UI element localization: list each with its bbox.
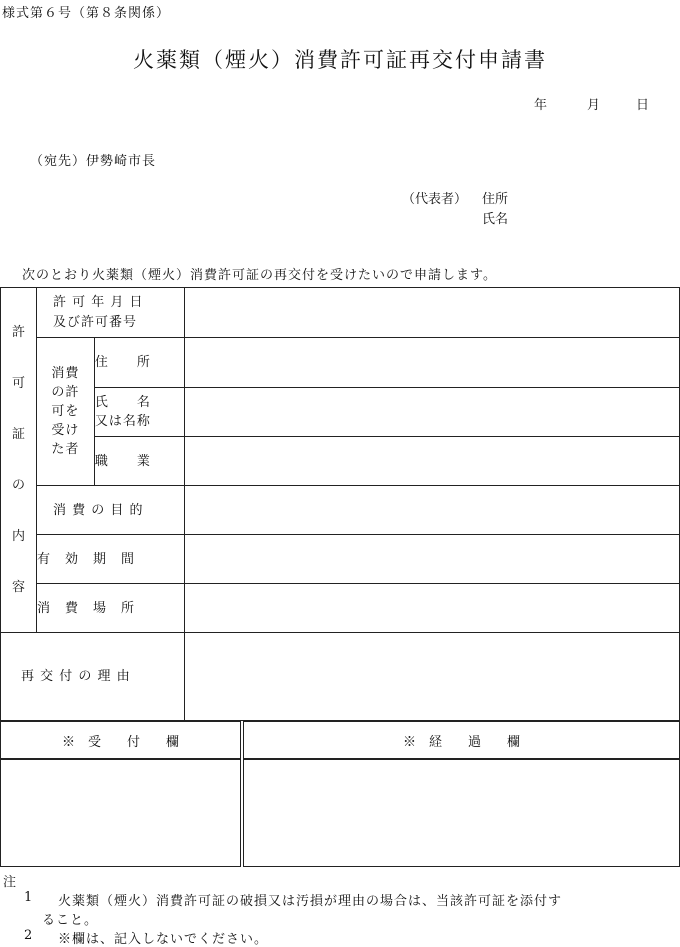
progress-area bbox=[243, 759, 680, 867]
section-char: 許 bbox=[11, 324, 25, 340]
applicant-address-label: 住所 bbox=[482, 192, 509, 207]
section-char: 内 bbox=[11, 528, 25, 544]
date-year-label: 年 bbox=[534, 98, 548, 113]
holder-name-value[interactable] bbox=[184, 388, 679, 437]
section-char: 容 bbox=[11, 579, 25, 595]
reception-column-header: ※ 受 付 欄 bbox=[0, 721, 241, 759]
permit-date-line2: 及び許可番号 bbox=[52, 314, 137, 330]
date-day-label: 日 bbox=[636, 98, 650, 113]
date-month-label: 月 bbox=[587, 98, 601, 113]
holder-address-value[interactable] bbox=[184, 338, 679, 388]
holder-address-label: 住 所 bbox=[94, 338, 184, 388]
holder-label-line: 消費 bbox=[51, 366, 80, 381]
progress-column-header: ※ 経 過 欄 bbox=[243, 721, 680, 759]
section-char: 可 bbox=[11, 375, 25, 391]
note-1-number: 1 bbox=[24, 890, 34, 905]
holder-label-line: 受け bbox=[51, 423, 80, 438]
holder-label-line: の許 bbox=[51, 385, 80, 400]
form-number: 様式第６号（第８条関係） bbox=[2, 6, 171, 21]
holder-name-line2: 又は名称 bbox=[94, 414, 151, 429]
permit-holder-label bbox=[36, 338, 94, 486]
reception-area bbox=[0, 759, 241, 867]
permit-content-section-label bbox=[1, 288, 37, 633]
section-char: の bbox=[11, 477, 25, 493]
addressee: （宛先）伊勢崎市長 bbox=[30, 154, 157, 169]
reissue-reason-label: 再 交 付 の 理 由 bbox=[1, 633, 185, 721]
permit-date-line1: 許 可 年 月 日 bbox=[52, 294, 144, 310]
office-use-table bbox=[0, 721, 680, 867]
holder-label-line: 可を bbox=[51, 404, 80, 419]
note-1-text-continued: ること。 bbox=[42, 913, 99, 928]
reissue-reason-value[interactable] bbox=[184, 633, 679, 721]
representative-label: （代表者） bbox=[402, 192, 468, 207]
notes-heading: 注 bbox=[3, 875, 17, 890]
validity-period-value[interactable] bbox=[184, 535, 679, 584]
holder-label-line: た者 bbox=[51, 442, 80, 457]
holder-name-line1: 氏 名 bbox=[94, 395, 151, 410]
consumption-place-value[interactable] bbox=[184, 584, 679, 633]
permit-table bbox=[0, 287, 680, 721]
purpose-value[interactable] bbox=[184, 486, 679, 535]
form-title: 火薬類（煙火）消費許可証再交付申請書 bbox=[133, 48, 547, 72]
note-2-text: ※欄は、記入しないでください。 bbox=[58, 932, 269, 947]
applicant-name-label: 氏名 bbox=[482, 212, 509, 227]
permit-date-value[interactable] bbox=[184, 288, 679, 338]
note-1-text: 火薬類（煙火）消費許可証の破損又は汚損が理由の場合は、当該許可証を添付す bbox=[58, 894, 563, 909]
consumption-place-label: 消 費 場 所 bbox=[36, 584, 184, 633]
intro-text: 次のとおり火薬類（煙火）消費許可証の再交付を受けたいので申請します。 bbox=[22, 268, 497, 283]
holder-occupation-label: 職 業 bbox=[94, 437, 184, 486]
holder-name-label bbox=[94, 388, 184, 437]
validity-period-label: 有 効 期 間 bbox=[36, 535, 184, 584]
section-char: 証 bbox=[11, 426, 25, 442]
holder-occupation-value[interactable] bbox=[184, 437, 679, 486]
note-2-number: 2 bbox=[24, 928, 34, 943]
purpose-label: 消 費 の 目 的 bbox=[36, 486, 184, 535]
permit-date-label bbox=[36, 288, 184, 338]
